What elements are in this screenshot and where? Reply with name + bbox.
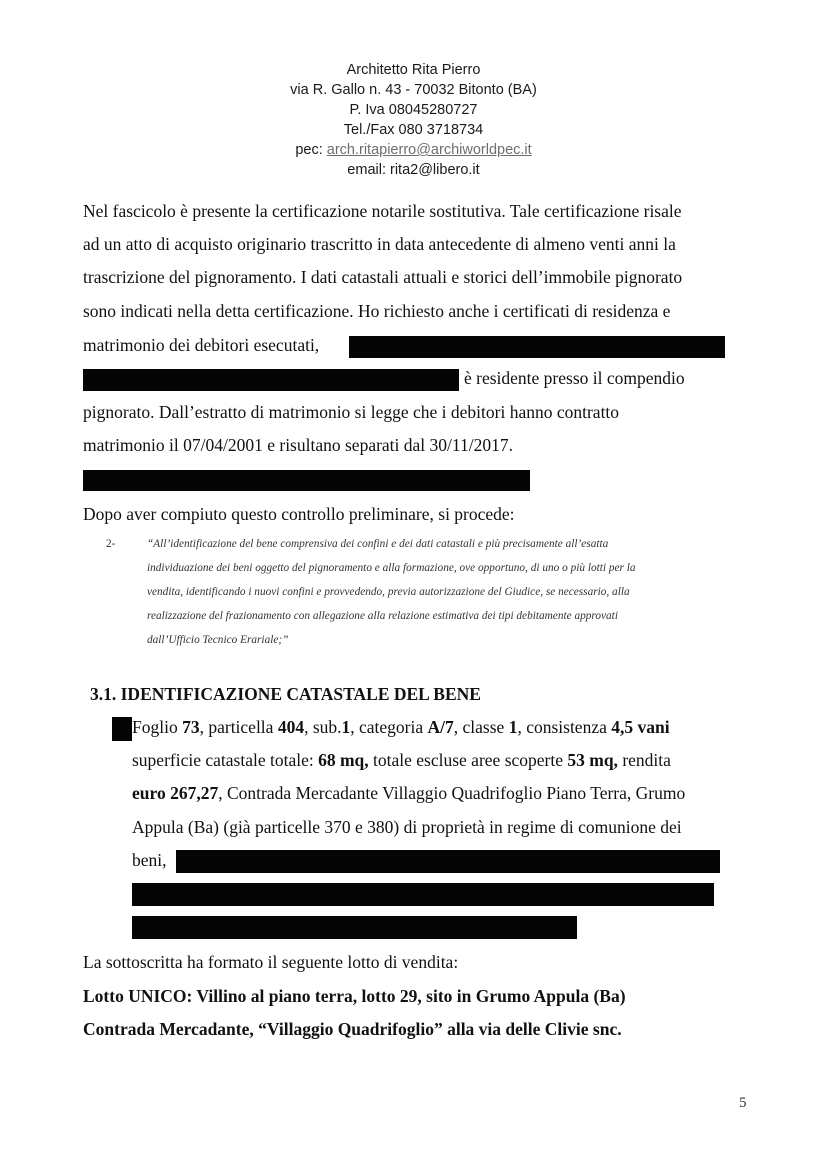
paragraph-line: sono indicati nella detta certificazione. Ho richiesto anche i certificati di residenza e — [83, 301, 671, 321]
text-span: Foglio — [132, 717, 183, 737]
redaction-bar — [132, 883, 714, 906]
section-title: 3.1. IDENTIFICAZIONE CATASTALE DEL BENE — [90, 684, 481, 704]
class-value: 1 — [508, 717, 518, 737]
phone-fax: Tel./Fax 080 3718734 — [343, 122, 484, 138]
text-span: rendita — [617, 750, 671, 770]
paragraph-line: Nel fascicolo è presente la certificazione notarile sostitutiva. Tale certificazione risale — [83, 201, 682, 221]
architect-address: via R. Gallo n. 43 - 70032 Bitonto (BA) — [290, 82, 537, 98]
quote-line: individuazione dei beni oggetto del pignoramento e alla formazione, ove opportuno, di uno o più lotti per la — [147, 562, 636, 574]
text-span: superficie catastale totale: — [132, 750, 319, 770]
redaction-bar — [349, 336, 725, 358]
vat-number: P. Iva 08045280727 — [349, 102, 478, 118]
net-surface-value: 53 mq, — [567, 750, 618, 770]
pec-line — [0, 140, 827, 160]
cadastral-line: Appula (Ba) (già particelle 370 e 380) di proprietà in regime di comunione dei — [132, 817, 682, 837]
architect-name: Architetto Rita Pierro — [346, 62, 481, 78]
text-span: , categoria — [350, 717, 428, 737]
rendita-value: euro 267,27 — [132, 783, 219, 803]
sheet-number: 73 — [182, 717, 200, 737]
letterhead — [0, 60, 827, 180]
paragraph-line: pignorato. Dall’estratto di matrimonio si legge che i debitori hanno contratto — [83, 402, 620, 422]
quote-line: dall’Ufficio Tecnico Erariale;” — [147, 634, 289, 646]
paragraph-line: ad un atto di acquisto originario trascritto in data antecedente di almeno venti anni la — [83, 234, 676, 254]
total-surface-value: 68 mq, — [318, 750, 369, 770]
consistency-value: 4,5 vani — [611, 717, 670, 737]
pec-email-link[interactable]: arch.ritapierro@archiworldpec.it — [326, 142, 532, 158]
redaction-bar — [176, 850, 720, 873]
text-span: , sub. — [304, 717, 342, 737]
paragraph-line: è residente presso il compendio — [464, 368, 685, 388]
parcel-number: 404 — [277, 717, 305, 737]
lot-title-line: Lotto UNICO: Villino al piano terra, lotto 29, sito in Grumo Appula (Ba) — [83, 986, 626, 1006]
quote-line: “All’identificazione del bene comprensiva dei confini e dei dati catastali e più precisamente all’esatta — [147, 538, 609, 550]
redaction-bar — [83, 470, 530, 491]
email-line: email: rita2@libero.it — [347, 162, 480, 178]
cadastral-line — [132, 750, 671, 771]
quote-number: 2- — [106, 538, 116, 550]
category-value: A/7 — [427, 717, 454, 737]
page-number: 5 — [739, 1095, 747, 1111]
text-span: , consistenza — [517, 717, 612, 737]
cadastral-line — [132, 783, 685, 804]
cadastral-line — [132, 717, 670, 738]
proceed-line: Dopo aver compiuto questo controllo preliminare, si procede: — [83, 504, 515, 524]
text-span: , classe — [453, 717, 509, 737]
text-span: totale escluse aree scoperte — [368, 750, 568, 770]
sub-number: 1 — [341, 717, 351, 737]
paragraph-line: matrimonio il 07/04/2001 e risultano separati dal 30/11/2017. — [83, 435, 513, 455]
quote-line: realizzazione del frazionamento con allegazione alla relazione estimativa dei tipi debitamente approvati — [147, 610, 618, 622]
pec-label: pec: — [295, 142, 323, 158]
text-span: , particella — [199, 717, 278, 737]
bullet-redaction — [112, 717, 132, 741]
quote-line: vendita, identificando i nuovi confini e provvedendo, previa autorizzazione del Giudice, se necessario, alla — [147, 586, 630, 598]
cadastral-line: beni, — [132, 850, 167, 870]
lot-title-line: Contrada Mercadante, “Villaggio Quadrifoglio” alla via delle Clivie snc. — [83, 1019, 622, 1039]
redaction-bar — [83, 369, 459, 391]
text-span: , Contrada Mercadante Villaggio Quadrifoglio Piano Terra, Grumo — [218, 783, 686, 803]
lot-intro: La sottoscritta ha formato il seguente lotto di vendita: — [83, 952, 459, 972]
redaction-bar — [132, 916, 577, 939]
paragraph-line: trascrizione del pignoramento. I dati catastali attuali e storici dell’immobile pignorato — [83, 267, 683, 287]
paragraph-line: matrimonio dei debitori esecutati, — [83, 335, 320, 355]
